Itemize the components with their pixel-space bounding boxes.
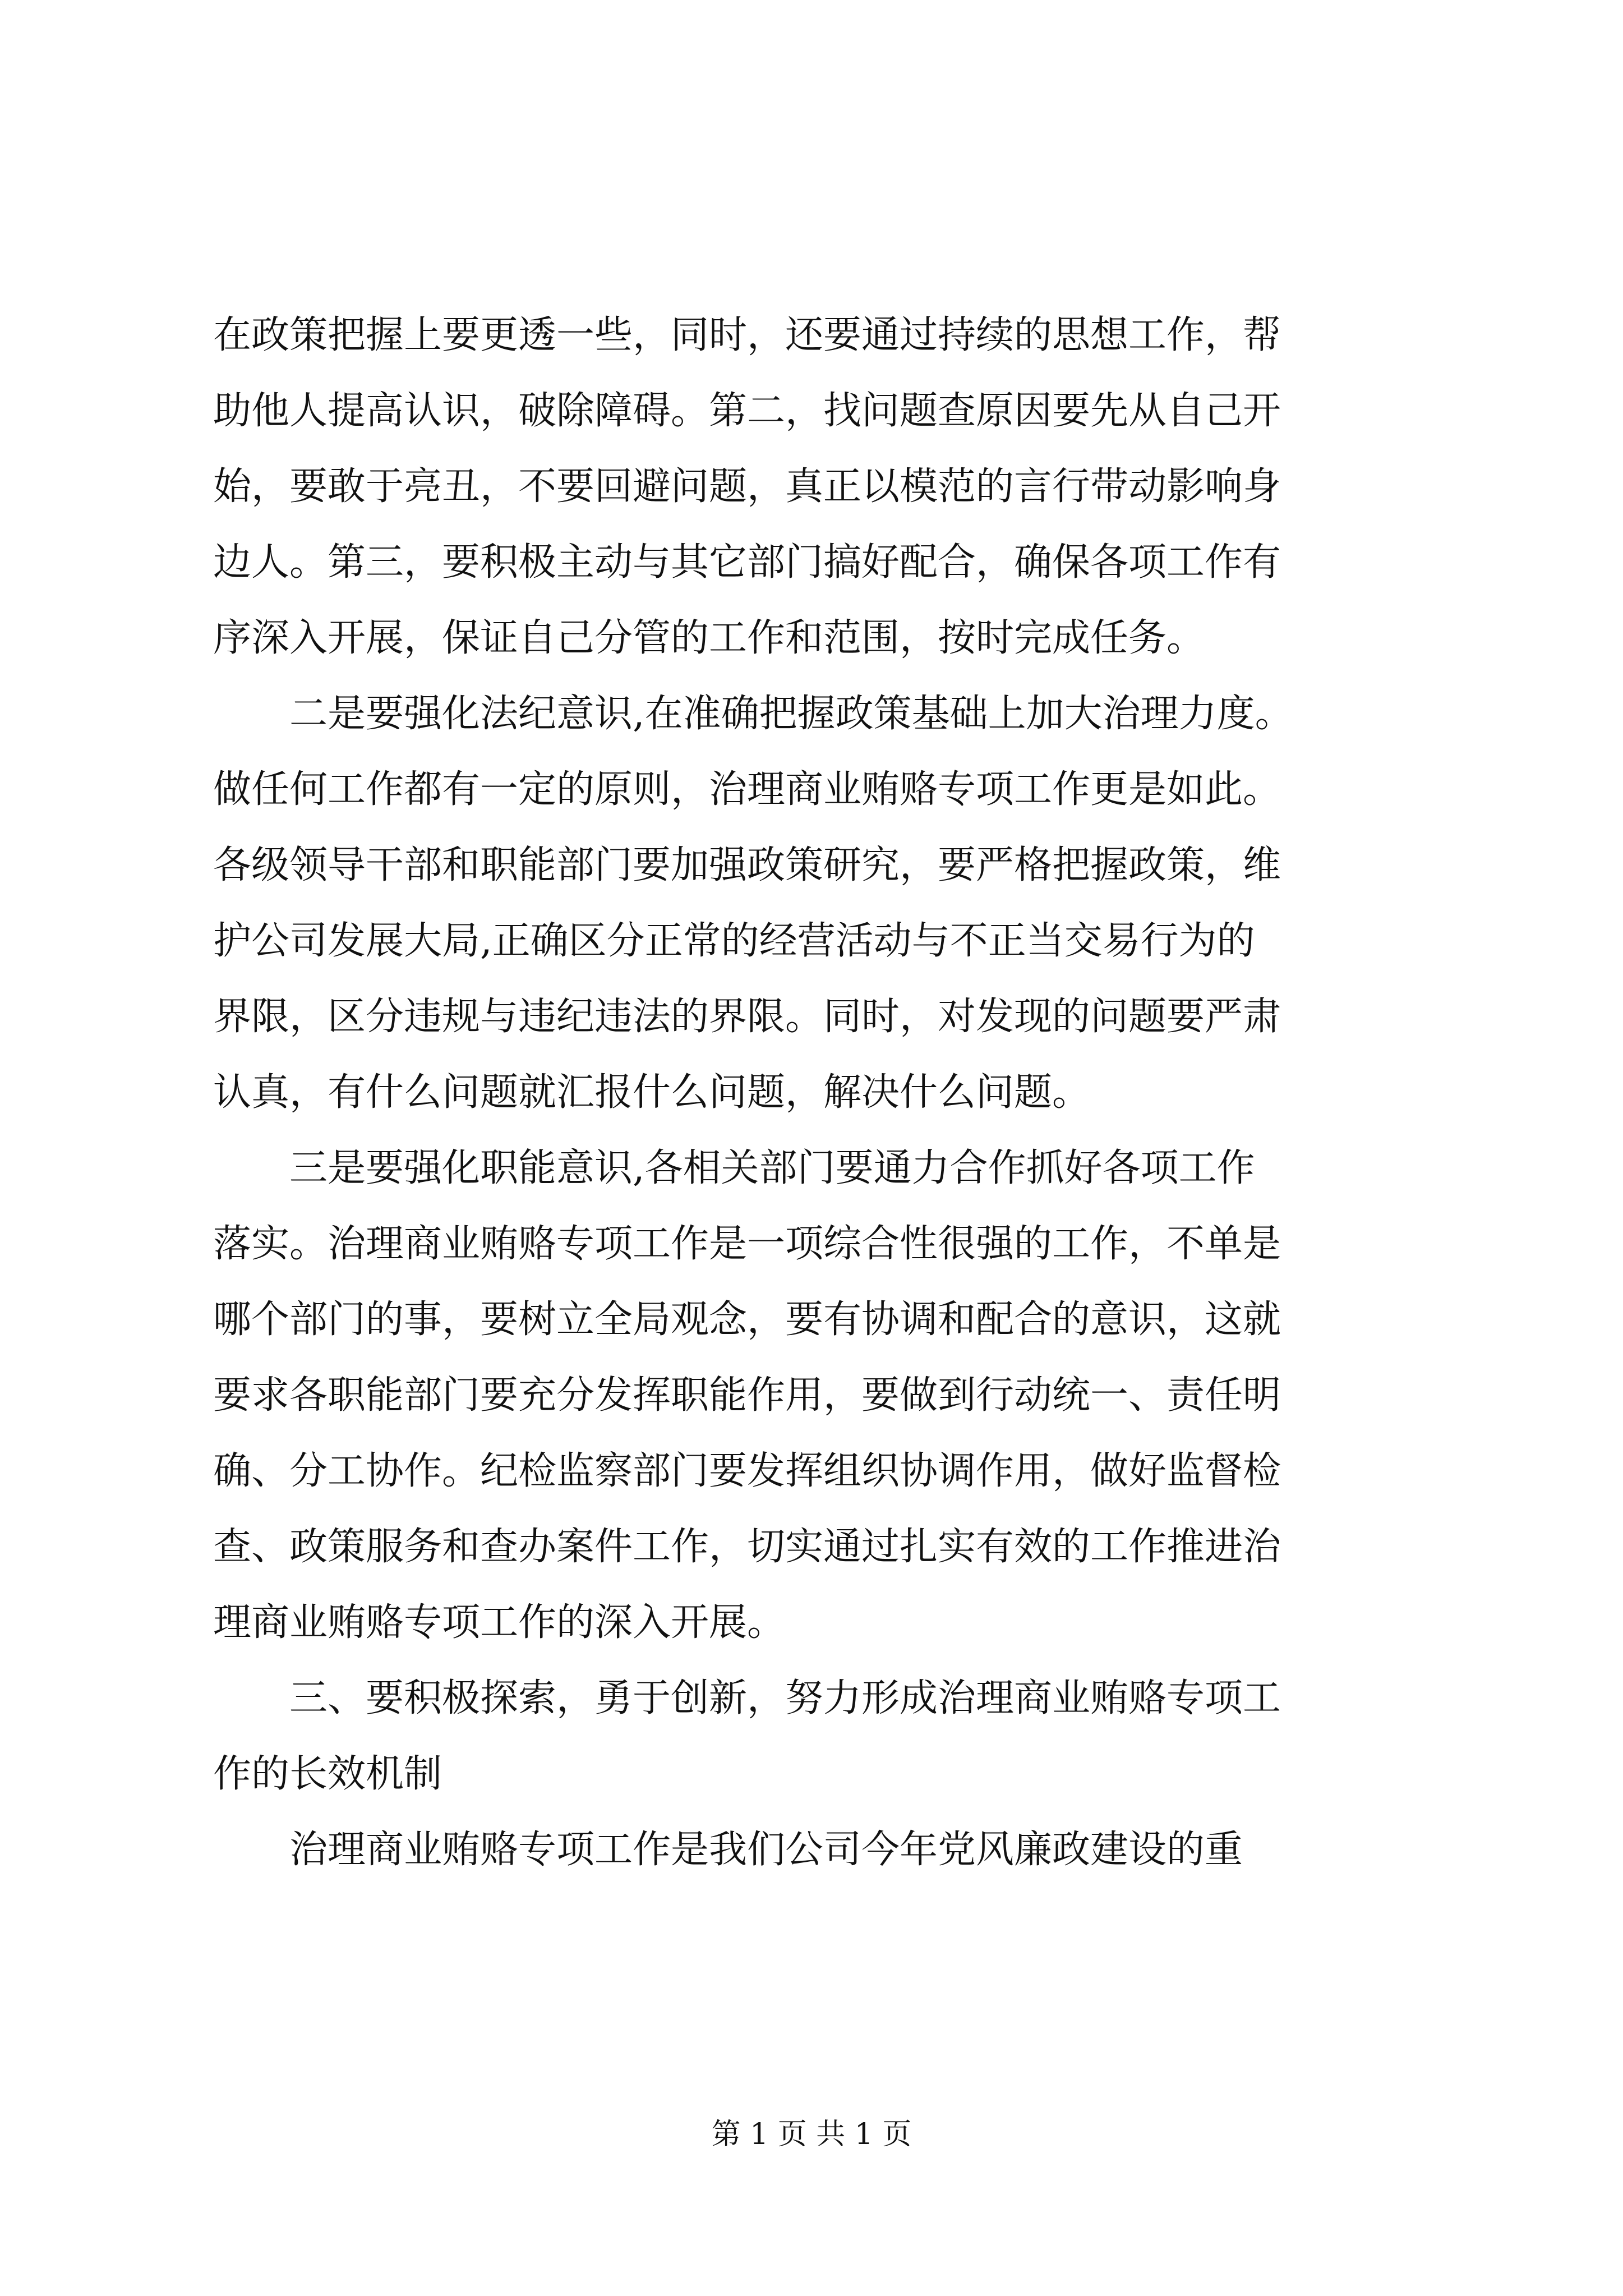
text-line: 在政策把握上要更透一些，同时，还要通过持续的思想工作，帮 (213, 313, 1281, 357)
text-line: 界限，区分违规与违纪违法的界限。同时，对发现的问题要严肃 (213, 995, 1281, 1039)
text-line: 始，要敢于亮丑，不要回避问题，真正以模范的言行带动影响身 (213, 464, 1281, 509)
text-line: 做任何工作都有一定的原则，治理商业贿赂专项工作更是如此。 (213, 767, 1281, 812)
text-line: 落实。治理商业贿赂专项工作是一项综合性很强的工作，不单是 (213, 1222, 1281, 1266)
text-line: 边人。第三，要积极主动与其它部门搞好配合，确保各项工作有 (213, 540, 1281, 585)
text-line: 认真，有什么问题就汇报什么问题，解决什么问题。 (213, 1070, 1091, 1115)
text-line: 序深入开展，保证自己分管的工作和范围，按时完成任务。 (213, 616, 1205, 660)
text-line: 哪个部门的事，要树立全局观念，要有协调和配合的意识，这就 (213, 1297, 1281, 1342)
body-text (213, 297, 1419, 1888)
page-footer (0, 2115, 1623, 2154)
text-line: 治理商业贿赂专项工作是我们公司今年党风廉政建设的重 (213, 1828, 1243, 1872)
text-line: 要求各职能部门要充分发挥职能作用，要做到行动统一、责任明 (213, 1373, 1281, 1418)
text-line: 护公司发展大局,正确区分正常的经营活动与不正当交易行为的 (213, 919, 1255, 963)
text-line: 各级领导干部和职能部门要加强政策研究，要严格把握政策，维 (213, 843, 1281, 887)
section-heading-line: 作的长效机制 (213, 1752, 442, 1796)
page-number-label: 第 1 页 共 1 页 (711, 2118, 912, 2151)
text-line: 理商业贿赂专项工作的深入开展。 (213, 1600, 786, 1645)
text-line: 助他人提高认识，破除障碍。第二，找问题查原因要先从自己开 (213, 389, 1281, 433)
text-line: 确、分工协作。纪检监察部门要发挥组织协调作用，做好监督检 (213, 1449, 1281, 1493)
paragraph-heading-line: 三是要强化职能意识,各相关部门要通力合作抓好各项工作 (213, 1146, 1255, 1190)
section-heading-line: 三、要积极探索，勇于创新，努力形成治理商业贿赂专项工 (213, 1676, 1281, 1720)
paragraph-heading-line: 二是要强化法纪意识,在准确把握政策基础上加大治理力度。 (213, 692, 1293, 736)
text-line: 查、政策服务和查办案件工作，切实通过扎实有效的工作推进治 (213, 1525, 1281, 1569)
